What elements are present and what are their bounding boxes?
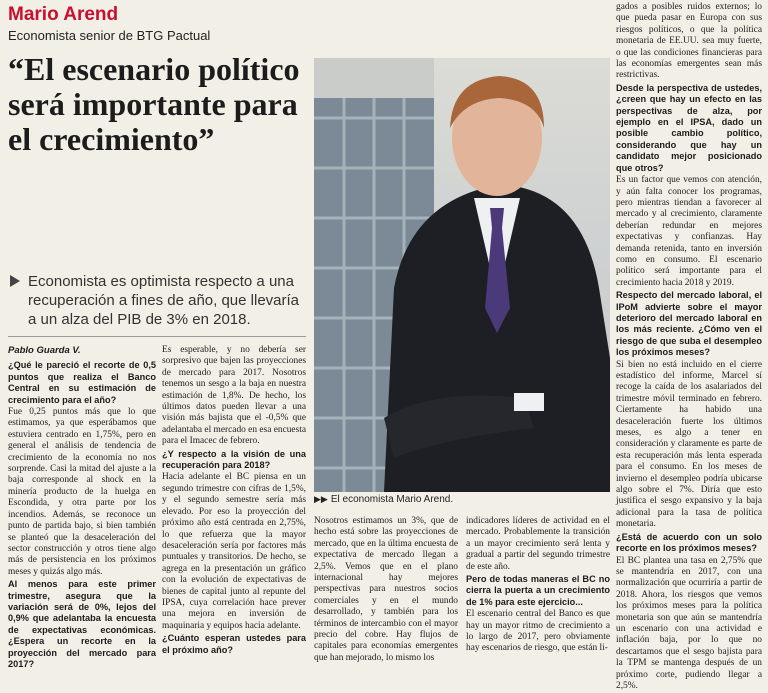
answer-7: Si bien no está incluido en el cierre estadístico del informe, Marcel sí recoge la caída de los asalariados del trimestre móvil terminado en febrero. Ciertamente ha habido una desaceleración fuerte los últimos meses, es algo a tener en consideración y claramente es parte de esta recuperación más lenta esperada para el consumo. En los meses de invierno el desempleo podría ubicarse algo sobre el 7%. Diría que esto justifica el sesgo expansivo y la baja adicional para la tasa de política monetaria. [616, 359, 762, 530]
byline: Pablo Guarda V. [8, 345, 81, 356]
answer-8: El BC plantea una tasa en 2,75% que se mantendría en 2017, con una normalización que ocurriría a partir de 2018. Ahora, los riesgos que vemos los próximos meses para la política monetaria son que aún se mantendría un escenario con una actividad e inflación baja, por lo que no descartamos que el sesgo bajista para la TPM se mantenga después de un próximo corte, pudiendo llegar a 2,5%. [616, 555, 762, 691]
divider [8, 336, 306, 337]
answer-3: Hacia adelante el BC piensa en un segundo trimestre con cifras de 1,5%, y el segundo semestre sería más elevado. Por eso la proyección del próximo año está centrada en 2,75%, lo que refuerza que la mayor desaceleración sería por factores más puntuales y transitorios. De hecho, se agrega en la presentación un gráfico con la evolución de expectativas de bienes de capital junto al repunte del IPSA, cuya correlación hace prever una mejora en inversión de maquinaria y equipos hacia adelante. [162, 472, 306, 631]
question-2: Al menos para este primer trimestre, asegura que la variación será de 0%, lejos del 0,9% que adelantaba la encuesta de expectativas económicas. ¿Espera un recorte en la proyección del mercado para 2017? [8, 579, 156, 669]
answer-2: Es esperable, y no debería ser sorpresivo que bajen las proyecciones de mercado para 2017. Nosotros tenemos un sesgo a la baja en nuestra estimación de 1,8%. De hecho, los últimos datos pueden llevar a una visión más bajista que el -0,5% que adelantaba el mercado en esa encuesta para el Imacec de febrero. [162, 345, 306, 447]
lead-text: Economista es optimista respecto a una recuperación a fines de año, que llevaría a un alza del PIB de 3% en 2018. [28, 273, 300, 328]
answer-6: Es un factor que vemos con atención, y aún falta conocer los programas, pero mientras tiendan a favorecer al mercado y al crecimiento, claramente deberían redundar en mejores expectativas y confianzas. Hay demanda retenida, tanto en inversión como en consumo. El escenario político será importante para el crecimiento hacia 2018 y 2019. [616, 175, 762, 288]
column-3 [314, 516, 458, 665]
caption-arrow-icon: ▶▶ [314, 494, 328, 504]
column-2 [162, 345, 306, 657]
question-8: ¿Está de acuerdo con un solo recorte en los próximos meses? [616, 531, 762, 554]
caption-text: El economista Mario Arend. [330, 494, 454, 505]
question-4: ¿Cuánto esperan ustedes para el próximo año? [162, 633, 306, 655]
column-1 [8, 345, 156, 671]
answer-1: Fue 0,25 puntos más que lo que estimamos, ya que esperábamos que estuviera centrado en 1,75%, pero en general el análisis de tendencia de crecimiento de la economía no nos sorprende. Casi la mitad del ajuste a la baja corresponde al shock en la minería producto de la huelga en Escondida, y otra parte por los incendios. Además, se reconoce un punto de partida bajo, si bien también se planteó que la desaceleración del sector construcción y otros tiene algo más de persistencia en los próximos meses y quizás algo más. [8, 407, 156, 577]
shirt-cuff [514, 393, 544, 411]
portrait-photo [314, 58, 610, 492]
interviewee-role: Economista senior de BTG Pactual [8, 28, 211, 43]
question-3: ¿Y respecto a la visión de una recuperación para 2018? [162, 448, 306, 471]
answer-4: Nosotros estimamos un 3%, que de hecho está sobre las proyecciones de mercado, que en la última encuesta de expectativa de mercado llegan a 2,5%. Vemos que en el plano internacional hay mejores perspectivas para nuestros socios comerciales y en el mundo desarrollado, y también para los términos de intercambio con el mayor precio del cobre. Hay flujos de capitales para economías emergentes que han mejorado, lo mismo los [314, 516, 458, 663]
question-1: ¿Qué le pareció el recorte de 0,5 puntos que realiza el Banco Central en su estimación de crecimiento para el año? [8, 360, 156, 405]
portrait-illustration [314, 58, 610, 492]
photo-caption [314, 494, 610, 505]
lead-arrow-icon [10, 275, 20, 287]
question-6: Desde la perspectiva de ustedes, ¿creen que hay un efecto en las perspectivas de alza, por ejemplo en el IPSA, dado un posible cambio político, considerando que hay un candidato mejor posicionado que otros? [616, 82, 762, 173]
question-7: Respecto del mercado laboral, el IPoM advierte sobre el mayor deterioro del mercado laboral en los más reciente. ¿Cómo ven el riesgo de que suba el desempleo los próximos meses? [616, 290, 762, 358]
interviewee-name: Mario Arend [8, 4, 119, 25]
column-5 [616, 2, 762, 693]
answer-4-continued: indicadores líderes de actividad en el mercado. Probablemente la transición a un mayor crecimiento será lenta y gradual a partir del segundo trimestre de este año. [466, 516, 610, 572]
article-lead [10, 272, 305, 329]
article-headline: “El escenario político será importante para el crecimiento” [8, 51, 300, 157]
column-4 [466, 516, 610, 656]
answer-5-continued: gados a posibles ruidos externos; lo que pueda pasar en Europa con sus riesgos políticos, o que la política monetaria de EE.UU. sea muy fuerte, o que las condiciones financieras para las economías emergentes sean más restrictivas. [616, 2, 762, 81]
answer-5: El escenario central del Banco es que hay un mayor ritmo de crecimiento a lo largo de 2017, pero obviamente hay escenarios de riesgo, que están li- [466, 609, 610, 654]
question-5: Pero de todas maneras el BC no cierra la puerta a un crecimiento de 1% para este ejercicio... [466, 574, 610, 607]
